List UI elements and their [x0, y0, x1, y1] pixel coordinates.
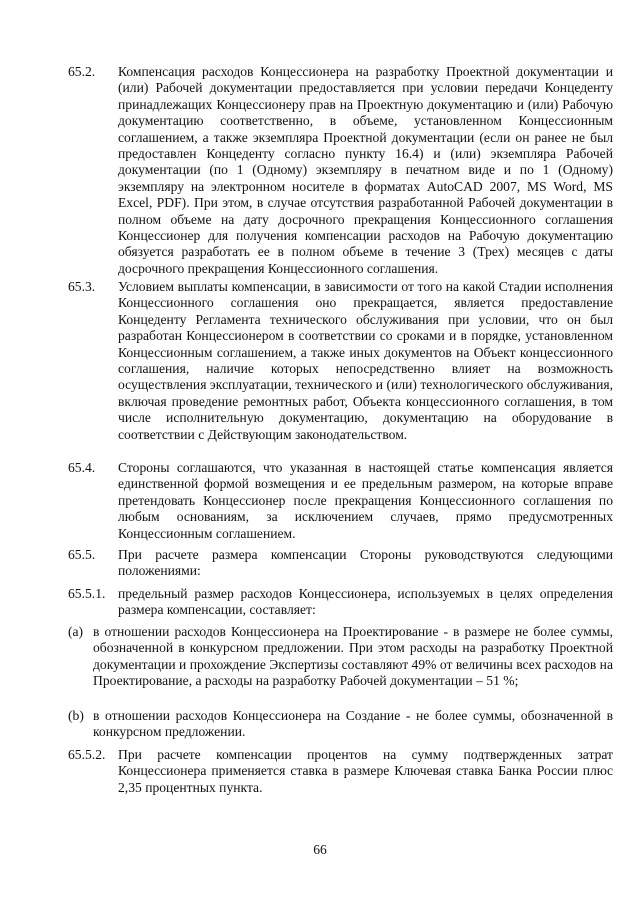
- subitem-b: [68, 708, 613, 742]
- paragraph-number: 65.5.1.: [68, 586, 106, 601]
- paragraph-text: При расчете компенсации процентов на сумму подтвержденных затрат Концессионера применяется ставка в размере Ключевая ставка Банка России плюс 2,35 процентных пункта.: [118, 747, 613, 795]
- paragraph-number: 65.2.: [68, 64, 96, 79]
- paragraph-text: Условием выплаты компенсации, в зависимости от того на какой Стадии исполнения Концессионного соглашения оно прекращается, является предоставление Концеденту Регламента технического обслуживания при условии, что он был разработан Концессионером в соответствии со сроками и в порядке, установленном Концессионным соглашением, а также иных документов на Объект концессионного соглашения, наличие которых непосредственно влияет на возможность осуществления эксплуатации, технического и (или) технологического обслуживания, включая проведение ремонтных работ, Объекта концессионного соглашения, в том числе исполнительную документацию, документацию на оборудование в соответствии с Действующим законодательством.: [118, 279, 613, 442]
- paragraph-text: Стороны соглашаются, что указанная в настоящей статье компенсация является единственной формой возмещения и ее предельным размером, на которые вправе претендовать Концессионер после прекращения Концессионного соглашения по любым основаниям, за исключением случаев, прямо предусмотренных Концессионным соглашением.: [118, 460, 613, 541]
- subitem-text: в отношении расходов Концессионера на Создание - не более суммы, обозначенной в конкурсном предложении.: [93, 708, 613, 740]
- paragraph-number: 65.5.: [68, 547, 96, 562]
- paragraph-number: 65.5.2.: [68, 747, 106, 762]
- subitem-text: в отношении расходов Концессионера на Проектирование - в размере не более суммы, обозначенной в конкурсном предложении. При этом расходы на разработку Проектной документации и прохождение Экспертизы составляют 49% от величины всех расходов на Проектирование, а расходы на разработку Рабочей документации – 51 %;: [93, 624, 613, 689]
- paragraph-text: При расчете размера компенсации Стороны руководствуются следующими положениями:: [118, 547, 613, 579]
- paragraph-text: предельный размер расходов Концессионера, используемых в целях определения размера компенсации, составляет:: [118, 586, 613, 618]
- paragraph-65-5: [68, 547, 613, 581]
- page-number: 66: [313, 842, 327, 857]
- paragraph-65-4: [68, 460, 613, 540]
- paragraph-65-5-2: [68, 747, 613, 799]
- paragraph-number: 65.4.: [68, 460, 96, 475]
- subitem-a: [68, 624, 613, 704]
- paragraph-65-3: [68, 279, 613, 454]
- paragraph-number: 65.3.: [68, 279, 96, 294]
- paragraph-65-2: [68, 64, 613, 274]
- paragraph-65-5-1: [68, 586, 613, 620]
- subitem-marker: (a): [68, 624, 84, 639]
- paragraph-text: Компенсация расходов Концессионера на разработку Проектной документации и (или) Рабочей документации предоставляется при условии передачи Концеденту принадлежащих Концессионеру прав на Проектную документацию и (или) Рабочую документацию соответственно, в объеме, установленном Концессионным соглашением, а также экземпляра Проектной документации (если он ранее не был предоставлен Концеденту согласно пункту 16.4) и (или) экземпляра Рабочей документации (по 1 (Одному) экземпляру в печатном виде и по 1 (Одному) экземпляру на электронном носителе в форматах AutoCAD 2007, MS Word, MS Excel, PDF). При этом, в случае отсутствия разработанной Рабочей документации в полном объеме на дату досрочного прекращения Концессионного соглашения Концессионер для получения компенсации расходов на Рабочую документацию обязуется разработать ее в полном объеме в течение 3 (Трех) месяцев с даты досрочного прекращения Концессионного соглашения.: [118, 64, 613, 276]
- subitem-marker: (b): [68, 708, 84, 723]
